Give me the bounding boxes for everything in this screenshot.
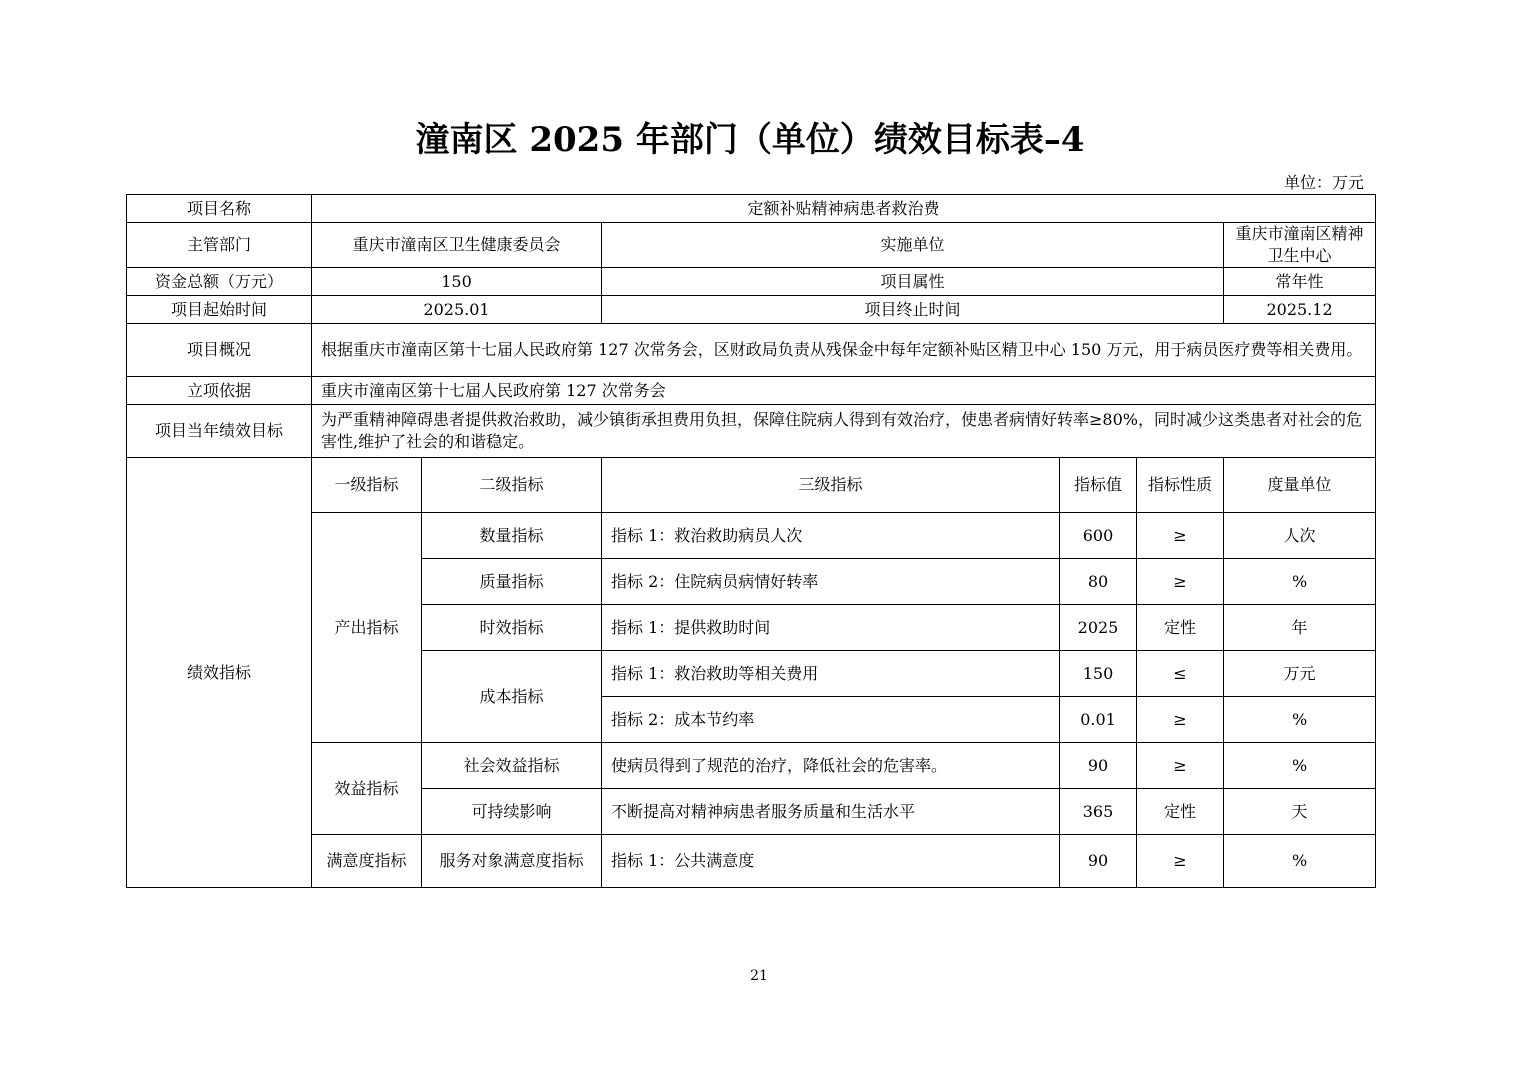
header-level2: 二级指标 [422, 458, 602, 513]
indicator-section-label: 绩效指标 [127, 458, 312, 888]
value-cell: 365 [1060, 789, 1137, 835]
indicator-header-row [127, 458, 1376, 513]
impl-label: 实施单位 [602, 223, 1224, 268]
row-overview [127, 324, 1376, 377]
project-name-label: 项目名称 [127, 195, 312, 223]
nature-cell: ≥ [1137, 697, 1224, 743]
unit-cell: 万元 [1224, 651, 1376, 697]
level1-satisfaction: 满意度指标 [312, 835, 422, 888]
nature-cell: ≥ [1137, 743, 1224, 789]
level2-timeliness: 时效指标 [422, 605, 602, 651]
overview-label: 项目概况 [127, 324, 312, 377]
unit-note: 单位：万元 [1283, 173, 1364, 192]
level2-service: 服务对象满意度指标 [422, 835, 602, 888]
header-level3: 三级指标 [602, 458, 1060, 513]
goal-label: 项目当年绩效目标 [127, 405, 312, 458]
dept-label: 主管部门 [127, 223, 312, 268]
level2-social: 社会效益指标 [422, 743, 602, 789]
header-level1: 一级指标 [312, 458, 422, 513]
level3-cell: 使病员得到了规范的治疗，降低社会的危害率。 [602, 743, 1060, 789]
value-cell: 2025 [1060, 605, 1137, 651]
impl-value: 重庆市潼南区精神卫生中心 [1224, 223, 1376, 268]
nature-cell: ≥ [1137, 835, 1224, 888]
project-name-value: 定额补贴精神病患者救治费 [312, 195, 1376, 223]
header-nature: 指标性质 [1137, 458, 1224, 513]
value-cell: 600 [1060, 513, 1137, 559]
nature-cell: ≥ [1137, 513, 1224, 559]
basis-value: 重庆市潼南区第十七届人民政府第 127 次常务会 [312, 377, 1376, 405]
basis-label: 立项依据 [127, 377, 312, 405]
level3-cell: 指标 2：住院病员病情好转率 [602, 559, 1060, 605]
level2-cost: 成本指标 [422, 651, 602, 743]
row-basis [127, 377, 1376, 405]
page-number: 21 [750, 968, 768, 984]
level1-output: 产出指标 [312, 513, 422, 743]
value-cell: 150 [1060, 651, 1137, 697]
level3-cell: 指标 1：公共满意度 [602, 835, 1060, 888]
end-value: 2025.12 [1224, 296, 1376, 324]
performance-table [126, 194, 1376, 888]
value-cell: 90 [1060, 835, 1137, 888]
value-cell: 80 [1060, 559, 1137, 605]
level3-cell: 不断提高对精神病患者服务质量和生活水平 [602, 789, 1060, 835]
row-department [127, 223, 1376, 268]
level1-benefit: 效益指标 [312, 743, 422, 835]
nature-cell: ≥ [1137, 559, 1224, 605]
unit-cell: 天 [1224, 789, 1376, 835]
level2-quality: 质量指标 [422, 559, 602, 605]
fund-value: 150 [312, 268, 602, 296]
level3-cell: 指标 1：救治救助病员人次 [602, 513, 1060, 559]
level2-sustain: 可持续影响 [422, 789, 602, 835]
nature-cell: 定性 [1137, 605, 1224, 651]
value-cell: 90 [1060, 743, 1137, 789]
page-title: 潼南区 2025 年部门（单位）绩效目标表–4 [415, 120, 1085, 160]
attr-label: 项目属性 [602, 268, 1224, 296]
row-project-name [127, 195, 1376, 223]
level2-quantity: 数量指标 [422, 513, 602, 559]
nature-cell: 定性 [1137, 789, 1224, 835]
fund-label: 资金总额（万元） [127, 268, 312, 296]
level3-cell: 指标 2：成本节约率 [602, 697, 1060, 743]
attr-value: 常年性 [1224, 268, 1376, 296]
unit-cell: 年 [1224, 605, 1376, 651]
unit-cell: 人次 [1224, 513, 1376, 559]
table-row [127, 513, 1376, 559]
end-label: 项目终止时间 [602, 296, 1224, 324]
row-goal [127, 405, 1376, 458]
table-row [127, 835, 1376, 888]
unit-cell: % [1224, 743, 1376, 789]
goal-value: 为严重精神障碍患者提供救治救助，减少镇街承担费用负担，保障住院病人得到有效治疗，使患者病情好转率≥80%，同时减少这类患者对社会的危害性,维护了社会的和谐稳定。 [312, 405, 1376, 458]
start-value: 2025.01 [312, 296, 602, 324]
level3-cell: 指标 1：提供救助时间 [602, 605, 1060, 651]
value-cell: 0.01 [1060, 697, 1137, 743]
start-label: 项目起始时间 [127, 296, 312, 324]
overview-value: 根据重庆市潼南区第十七届人民政府第 127 次常务会，区财政局负责从残保金中每年定额补贴区精卫中心 150 万元，用于病员医疗费等相关费用。 [312, 324, 1376, 377]
unit-cell: % [1224, 697, 1376, 743]
unit-cell: % [1224, 835, 1376, 888]
row-dates [127, 296, 1376, 324]
unit-cell: % [1224, 559, 1376, 605]
level3-cell: 指标 1：救治救助等相关费用 [602, 651, 1060, 697]
header-value: 指标值 [1060, 458, 1137, 513]
dept-value: 重庆市潼南区卫生健康委员会 [312, 223, 602, 268]
row-fund [127, 268, 1376, 296]
nature-cell: ≤ [1137, 651, 1224, 697]
header-unit: 度量单位 [1224, 458, 1376, 513]
table-row [127, 743, 1376, 789]
